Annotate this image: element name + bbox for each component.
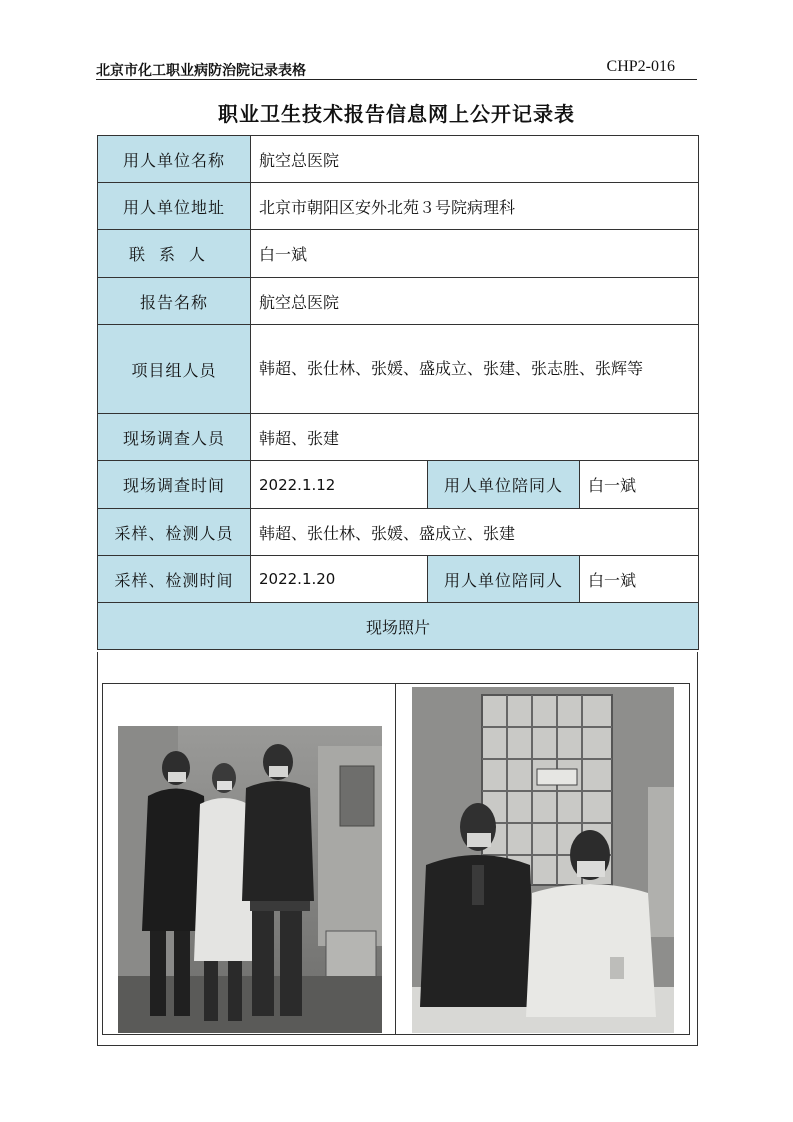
photos-section-label: 现场照片	[98, 603, 699, 650]
employer-name-value: 航空总医院	[251, 136, 699, 183]
photos-area	[97, 652, 698, 1046]
header-org: 北京市化工职业病防治院记录表格	[96, 63, 306, 79]
row-survey-staff	[98, 414, 699, 461]
contact-value: 白一斌	[251, 230, 699, 278]
row-photos-header	[98, 603, 699, 650]
employer-name-label: 用人单位名称	[98, 136, 251, 183]
row-contact	[98, 230, 699, 278]
employer-address-value: 北京市朝阳区安外北苑３号院病理科	[251, 183, 699, 230]
sampling-staff-label: 采样、检测人员	[98, 509, 251, 556]
survey-staff-value: 韩超、张建	[251, 414, 699, 461]
page-title: 职业卫生技术报告信息网上公开记录表	[218, 102, 575, 126]
survey-time-label: 现场调查时间	[98, 461, 251, 509]
sampling-time-value: 2022.1.20	[251, 556, 428, 603]
row-survey-time	[98, 461, 699, 509]
sampling-staff-value: 韩超、张仕林、张媛、盛成立、张建	[251, 509, 699, 556]
photos-divider	[395, 684, 396, 1034]
team-label: 项目组人员	[98, 325, 251, 414]
row-employer-name	[98, 136, 699, 183]
report-name-label: 报告名称	[98, 278, 251, 325]
row-sampling-time	[98, 556, 699, 603]
sampling-companion-value: 白一斌	[580, 556, 699, 603]
site-photo-right	[412, 687, 674, 1033]
row-report-name	[98, 278, 699, 325]
survey-companion-label: 用人单位陪同人	[428, 461, 580, 509]
survey-companion-value: 白一斌	[580, 461, 699, 509]
site-photo-right-image	[412, 687, 674, 1033]
employer-address-label: 用人单位地址	[98, 183, 251, 230]
survey-staff-label: 现场调查人员	[98, 414, 251, 461]
site-photo-left	[118, 726, 382, 1033]
team-value: 韩超、张仕林、张媛、盛成立、张建、张志胜、张辉等	[251, 325, 699, 414]
header-rule	[96, 79, 697, 80]
record-table	[97, 135, 699, 650]
header-code: CHP2-016	[606, 58, 675, 75]
row-sampling-staff	[98, 509, 699, 556]
sampling-time-label: 采样、检测时间	[98, 556, 251, 603]
row-team	[98, 325, 699, 414]
photos-frame	[102, 683, 690, 1035]
report-name-value: 航空总医院	[251, 278, 699, 325]
sampling-companion-label: 用人单位陪同人	[428, 556, 580, 603]
row-employer-address	[98, 183, 699, 230]
contact-label: 联系人	[98, 230, 251, 278]
survey-time-value: 2022.1.12	[251, 461, 428, 509]
site-photo-left-image	[118, 726, 382, 1033]
